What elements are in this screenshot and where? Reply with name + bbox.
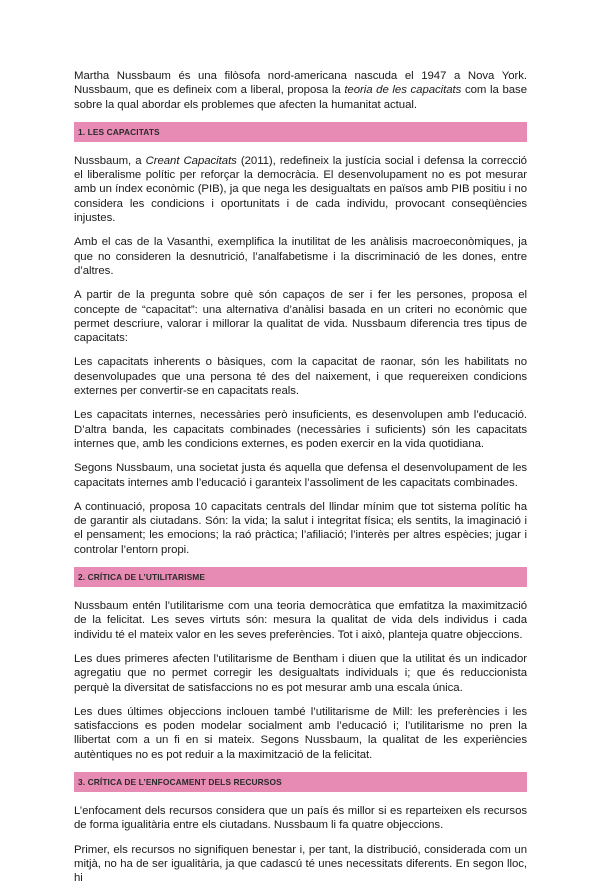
paragraph: L’enfocament dels recursos considera que un país és millor si es reparteixen els recursos de forma igualitària entre els ciutadans. Nussbaum li fa quatre objeccions. xyxy=(74,804,527,832)
section-heading-recursos: 3. CRÍTICA DE L’ENFOCAMENT DELS RECURSOS xyxy=(74,772,527,792)
paragraph: Les dues primeres afecten l’utilitarisme de Bentham i diuen que la utilitat és un indicador agregatiu que no permet corregir les desigualtats individuals i; que és reduccionista perquè la diversitat de satisfaccions no es pot mesurar amb una escala única. xyxy=(74,652,527,694)
paragraph: Nussbaum entén l’utilitarisme com una teoria democràtica que emfatitza la maximització de la felicitat. Les seves virtuts són: mesura la qualitat de vida dels individus i cada individu té el mateix valor en les seves preferències. Tot i això, planteja quatre objeccions. xyxy=(74,600,527,641)
paragraph: A continuació, proposa 10 capacitats centrals del llindar mínim que tot sistema polític ha de garantir als ciutadans. Són: la vida; la salut i integritat física; els sentits, la imaginació i el pensament; les emocions; la raó pràctica; l’afiliació; l’interès per altres espècies; jugar i controlar l’entorn propi. xyxy=(74,500,527,556)
section-heading-capacitats: 1. LES CAPACITATS xyxy=(74,122,527,142)
paragraph: Les capacitats internes, necessàries però insuficients, es desenvolupen amb l’educació. D’altra banda, les capacitats combinades (necessàries i suficients) són les capacitats internes que, amb les condicions externes, es poden exercir en la vida quotidiana. xyxy=(74,409,527,450)
paragraph: Les capacitats inherents o bàsiques, com la capacitat de raonar, són les habilitats no desenvolupades que una persona té des del naixement, i que requereixen condicions externes per convertir-se en capacitats reals. xyxy=(74,356,527,398)
intro-paragraph: Martha Nussbaum és una filòsofa nord-americana nascuda el 1947 a Nova York. Nussbaum, que es defineix com a liberal, proposa la teoria de les capacitats com la base sobre la qual abordar els problemes que afecten la humanitat actual. xyxy=(74,70,527,111)
paragraph: Nussbaum, a Creant Capacitats (2011), redefineix la justícia social i defensa la correcció el liberalisme polític per reforçar la democràcia. El desenvolupament no es pot mesurar amb un índex econòmic (PIB), ja que nega les desigualtats en països amb PIB positiu i no considera les condicions i oportunitats i de cada individu, provocant conseqüències injustes. xyxy=(74,154,527,225)
italic-book-title: Creant Capacitats xyxy=(145,154,237,167)
document-body xyxy=(74,69,527,895)
paragraph: Segons Nussbaum, una societat justa és aquella que defensa el desenvolupament de les capacitats internes amb l’educació i garanteix l’assoliment de les capacitats combinades. xyxy=(74,462,527,489)
paragraph: A partir de la pregunta sobre què són capaços de ser i fer les persones, proposa el concepte de “capacitat”: una alternativa d’anàlisi basada en un criteri no econòmic que permet descriure, valorar i millorar la qualitat de vida. Nussbaum diferencia tres tipus de capacitats: xyxy=(74,289,527,345)
paragraph: Primer, els recursos no signifiquen benestar i, per tant, la distribució, considerada com un mitjà, no ha de ser igualitària, ja que cadascú té unes necessitats diferents. En segon lloc, hi xyxy=(74,843,527,885)
section-heading-utilitarisme: 2. CRÍTICA DE L’UTILITARISME xyxy=(74,567,527,587)
paragraph: Amb el cas de la Vasanthi, exemplifica la inutilitat de les anàlisis macroeconòmiques, ja que no consideren la desnutrició, l’analfabetisme i la discriminació de les dones, entre d’altres. xyxy=(74,236,527,277)
italic-term: teoria de les capacitats xyxy=(344,84,462,97)
paragraph: Les dues últimes objeccions inclouen també l’utilitarisme de Mill: les preferències i les satisfaccions es poden modelar socialment amb l’educació i; l’utilitarisme no pren la llibertat com a un fi en si mateix. Segons Nussbaum, la qualitat de les experiències autèntiques no es pot reduir a la maximització de la felicitat. xyxy=(74,705,527,761)
